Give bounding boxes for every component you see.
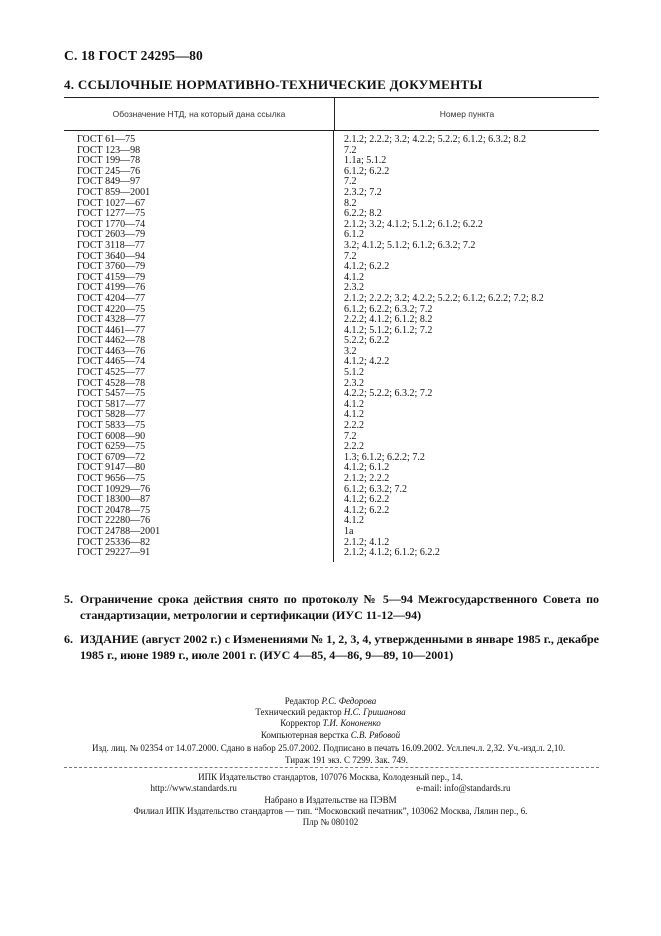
table-cell-clauses: 4.1.2 [344, 515, 364, 527]
table-cell-clauses: 1а [344, 525, 354, 537]
layout-line: Компьютерная верстка С.В. Рябовой [260, 729, 401, 740]
table-cell-document: ГОСТ 245—76 [77, 165, 141, 177]
table-cell-document: ГОСТ 4528—78 [77, 377, 146, 389]
table-cell-clauses: 8.2 [344, 197, 357, 209]
table-cell-document: ГОСТ 6008—90 [77, 430, 146, 442]
table-cell-document: ГОСТ 9147—80 [77, 462, 146, 474]
table-cell-document: ГОСТ 5833—75 [77, 420, 146, 432]
printer-line-5: Плр № 080102 [302, 817, 359, 828]
printer-line-4: Филиал ИПК Издательство стандартов — тип. “Московский печатник”, 103062 Москва, Лялин пер., 6. [133, 805, 528, 816]
table-cell-document: ГОСТ 4462—78 [77, 335, 146, 347]
table-cell-clauses: 7.2 [344, 250, 357, 262]
table-cell-clauses: 2.2.2; 4.1.2; 6.1.2; 8.2 [344, 314, 433, 326]
table-cell-document: ГОСТ 4204—77 [77, 292, 146, 304]
table-cell-document: ГОСТ 20478—75 [77, 504, 151, 516]
table-cell-clauses: 6.1.2; 6.2.2; 6.3.2; 7.2 [344, 303, 433, 315]
clause-column [334, 131, 599, 562]
table-header [64, 97, 599, 131]
divider [64, 767, 599, 768]
table-cell-document: ГОСТ 1770—74 [77, 218, 146, 230]
table-cell-clauses: 4.1.2 [344, 409, 364, 421]
item-5-number: 5. [64, 592, 73, 606]
table-cell-document: ГОСТ 2603—79 [77, 229, 146, 241]
table-cell-clauses: 2.2.2 [344, 441, 364, 453]
table-cell-clauses: 2.1.2; 2.2.2 [344, 473, 390, 484]
table-cell-clauses: 2.2.2 [344, 420, 364, 432]
table-cell-clauses: 4.1.2; 6.1.2 [344, 462, 390, 474]
proofreader-name: Т.И. Кононенко [322, 718, 381, 729]
table-cell-document: ГОСТ 10929—76 [77, 483, 151, 495]
table-cell-document: ГОСТ 123—98 [77, 144, 141, 156]
table-cell-document: ГОСТ 3760—79 [77, 261, 146, 273]
table-cell-document: ГОСТ 3640—94 [77, 250, 146, 262]
table-cell-document: ГОСТ 9656—75 [77, 473, 146, 484]
printer-info [0, 772, 661, 828]
item-6 [64, 632, 599, 663]
table-cell-clauses: 2.3.2; 7.2 [344, 186, 382, 198]
table-cell-document: ГОСТ 1277—75 [77, 208, 146, 220]
references-table [64, 97, 599, 562]
table-cell-clauses: 7.2 [344, 430, 357, 442]
table-cell-document: ГОСТ 25336—82 [77, 536, 151, 548]
publication-line-2: Тираж 191 экз. С 7299. Зак. 749. [285, 754, 408, 765]
table-cell-clauses: 4.1.2 [344, 398, 364, 410]
table-cell-clauses: 3.2 [344, 345, 357, 357]
table-cell-clauses: 4.1.2; 6.2.2 [344, 261, 390, 273]
table-cell-clauses: 5.2.2; 6.2.2 [344, 335, 390, 347]
table-cell-clauses: 2.1.2; 4.1.2 [344, 536, 390, 548]
printer-line-1: ИПК Издательство стандартов, 107076 Москва, Колодезный пер., 14. [198, 772, 463, 782]
table-cell-clauses: 4.1.2; 6.2.2 [344, 494, 390, 506]
table-cell-clauses: 7.2 [344, 144, 357, 156]
table-cell-clauses: 2.3.2 [344, 377, 364, 389]
printer-contacts [151, 783, 511, 794]
printer-line-3: Набрано в Издательстве на ПЭВМ [264, 794, 397, 805]
table-cell-document: ГОСТ 4199—76 [77, 282, 146, 294]
table-cell-document: ГОСТ 6259—75 [77, 441, 146, 453]
table-cell-clauses: 2.1.2; 2.2.2; 3.2; 4.2.2; 5.2.2; 6.1.2; 6.2.2; 7.2; 8.2 [344, 292, 544, 304]
table-cell-document: ГОСТ 4328—77 [77, 314, 146, 326]
table-cell-document: ГОСТ 4159—79 [77, 271, 146, 283]
table-cell-clauses: 2.1.2; 2.2.2; 3.2; 4.2.2; 5.2.2; 6.1.2; 6.3.2; 8.2 [344, 134, 526, 145]
page-header: С. 18 ГОСТ 24295—80 [64, 48, 203, 63]
table-cell-clauses: 1.3; 6.1.2; 6.2.2; 7.2 [344, 451, 425, 463]
table-cell-clauses: 4.1.2; 5.1.2; 6.1.2; 7.2 [344, 324, 433, 336]
table-cell-clauses: 3.2; 4.1.2; 5.1.2; 6.1.2; 6.3.2; 7.2 [344, 239, 476, 251]
item-5 [64, 592, 599, 623]
table-cell-clauses: 2.1.2; 3.2; 4.1.2; 5.1.2; 6.1.2; 6.2.2 [344, 218, 483, 230]
table-cell-clauses: 4.1.2; 6.2.2 [344, 504, 390, 516]
table-cell-document: ГОСТ 29227—91 [77, 547, 151, 559]
table-cell-document: ГОСТ 199—78 [77, 155, 141, 167]
table-cell-clauses: 4.1.2 [344, 271, 364, 283]
tech-editor-line: Технический редактор Н.С. Гришанова [255, 707, 406, 718]
editor-line: Редактор Р.С. Федорова [284, 696, 377, 706]
table-cell-document: ГОСТ 5457—75 [77, 388, 146, 400]
table-cell-document: ГОСТ 3118—77 [77, 239, 145, 251]
item-5-text: Ограничение срока действия снято по протоколу № 5—94 Межгосударственного Совета по стандартизации, метрологии и сертификации (ИУС 11-12—94) [80, 592, 599, 622]
proofreader-line: Корректор Т.И. Кононенко [280, 718, 381, 729]
printer-website: http://www.standards.ru [150, 783, 237, 794]
tech-editor-name: Н.С. Гришанова [343, 707, 406, 718]
column-header-document: Обозначение НТД, на который дана ссылка [64, 98, 335, 130]
table-cell-clauses: 6.1.2; 6.2.2 [344, 165, 390, 177]
table-cell-clauses: 5.1.2 [344, 367, 364, 379]
table-cell-document: ГОСТ 24788—2001 [77, 525, 161, 537]
table-cell-document: ГОСТ 4461—77 [77, 324, 146, 336]
table-cell-document: ГОСТ 22280—76 [77, 515, 151, 527]
table-cell-document: ГОСТ 4465—74 [77, 356, 146, 368]
table-cell-document: ГОСТ 5817—77 [77, 398, 146, 410]
table-cell-clauses: 1.1а; 5.1.2 [344, 155, 387, 167]
table-cell-document: ГОСТ 61—75 [77, 134, 136, 145]
credits [0, 696, 661, 741]
table-cell-clauses: 6.2.2; 8.2 [344, 208, 382, 220]
table-cell-document: ГОСТ 849—97 [77, 176, 141, 188]
table-cell-clauses: 6.1.2 [344, 229, 364, 241]
item-6-text: ИЗДАНИЕ (август 2002 г.) с Изменениями № 1, 2, 3, 4, утвержденными в январе 1985 г., декабре 1985 г., июне 1989 г., июле 2001 г. (ИУС 4—85, 4—86, 9—89, 10—2001) [80, 632, 599, 662]
table-cell-clauses: 4.2.2; 5.2.2; 6.3.2; 7.2 [344, 388, 433, 400]
table-cell-document: ГОСТ 4463—76 [77, 345, 146, 357]
layout-name: С.В. Рябовой [350, 729, 401, 740]
document-column [64, 131, 334, 562]
editor-name: Р.С. Федорова [321, 696, 377, 706]
table-cell-document: ГОСТ 859—2001 [77, 186, 151, 198]
table-cell-document: ГОСТ 1027—67 [77, 197, 146, 209]
publication-line-1: Изд. лиц. № 02354 от 14.07.2000. Сдано в набор 25.07.2002. Подписано в печать 16.09.2002. Усл.печ.л. 2,32. Уч.-изд.л. 2,10. [92, 743, 566, 753]
publication-info [92, 743, 612, 766]
printer-email: e-mail: info@standards.ru [416, 783, 511, 794]
table-cell-clauses: 4.1.2; 4.2.2 [344, 356, 390, 368]
table-cell-document: ГОСТ 4525—77 [77, 367, 146, 379]
table-cell-document: ГОСТ 6709—72 [77, 451, 146, 463]
table-cell-document: ГОСТ 18300—87 [77, 494, 151, 506]
item-6-number: 6. [64, 632, 73, 646]
table-cell-clauses: 2.1.2; 4.1.2; 6.1.2; 6.2.2 [344, 547, 440, 559]
table-cell-clauses: 2.3.2 [344, 282, 364, 294]
table-cell-clauses: 6.1.2; 6.3.2; 7.2 [344, 483, 408, 495]
section-title: 4. ССЫЛОЧНЫЕ НОРМАТИВНО-ТЕХНИЧЕСКИЕ ДОКУМЕНТЫ [64, 77, 483, 92]
table-cell-document: ГОСТ 5828—77 [77, 409, 146, 421]
table-body [64, 131, 599, 562]
table-cell-clauses: 7.2 [344, 176, 357, 188]
column-header-clause: Номер пункта [439, 109, 495, 119]
table-cell-document: ГОСТ 4220—75 [77, 303, 146, 315]
